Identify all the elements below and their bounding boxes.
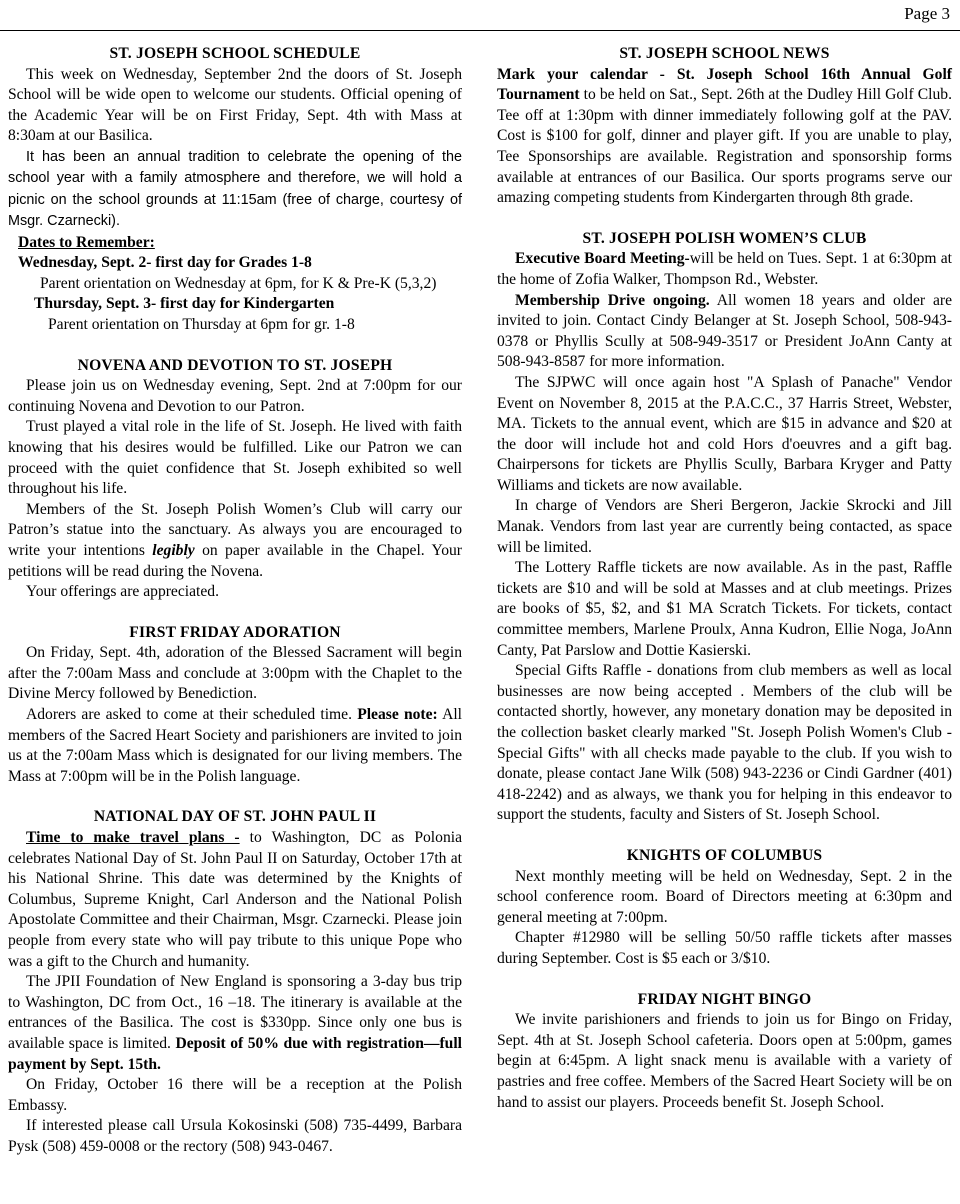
page-header [0,0,960,31]
knights-paragraph: Next monthly meeting will be held on Wednesday, Sept. 2 in the school conference room. Board of Directors meeting at 6:30pm and general meeting at 7:00pm. [497,867,952,926]
left-column [8,44,462,1158]
date-text: Parent orientation on Wednesday at 6pm, for K & Pre-K (5,3,2) [40,274,437,292]
knights-paragraph: Chapter #12980 will be selling 50/50 raffle tickets after masses during September. Cost is $5 each or 3/$10. [497,929,952,967]
womens-club-paragraph: Special Gifts Raffle - donations from club members as well as local businesses are now being accepted . Members of the club will be contacted shortly, however, any monetary donation may be deposited in the collection basket clearly marked "St. Joseph Polish Women's Club - Special Gifts" with all checks made payable to the club. If you wish to donate, please contact Jane Wilk (508) 943-2236 or Cindi Gardner (401) 418-2242) and as always, we thank you for helping in this endeavor to support the students, faculty and Sisters of St. Joseph School. [497,662,952,824]
page-number: Page 3 [904,4,950,23]
spacer [8,787,462,807]
jpii-section [8,807,462,1157]
womens-club-lead: Executive Board Meeting- [515,250,690,268]
date-text: Parent orientation on Thursday at 6pm for gr. 1-8 [48,315,355,333]
novena-paragraph [8,500,462,582]
school-schedule-paragraph: This week on Wednesday, September 2nd the doors of St. Joseph School will be wide open to welcome our students. Official opening of the Academic Year will be on First Friday, Sept. 4th with Mass at 8:30am at our Basilica. [8,65,462,145]
school-schedule-paragraph: It has been an annual tradition to celebrate the opening of the school year with a family atmosphere and therefore, we will hold a picnic on the school grounds at 11:15am (free of charge, courtesy of Msgr. Czarnecki). [8,148,462,230]
jpii-paragraph: On Friday, October 16 there will be a reception at the Polish Embassy. [8,1076,462,1114]
novena-title: NOVENA AND DEVOTION TO ST. JOSEPH [77,356,393,374]
jpii-text: The JPII Foundation of New England is sponsoring a 3-day bus trip to Washington, DC from Oct., 16 –18. The itinerary is available at the entrances of the Basilica. The cost is $330pp. Since only one bus is available space is limited. [8,973,462,1052]
novena-section [8,356,462,603]
dates-heading: Dates to Remember: [18,233,155,251]
spacer [497,826,952,846]
bingo-section [497,990,952,1114]
womens-club-paragraph: The Lottery Raffle tickets are now available. As in the past, Raffle tickets are $10 and will be sold at Masses and at club meetings. Prizes are books of $5, $2, and $1 MA Scratch Tickets. For tickets, contact committee members, Marlene Proulx, Anna Kudron, Ellie Noga, JoAnn Canty, Pat Parslow and Dottie Kasierski. [497,559,952,659]
jpii-paragraph [8,828,462,972]
womens-club-title: ST. JOSEPH POLISH WOMEN’S CLUB [582,229,867,247]
womens-club-paragraph [497,291,952,373]
date-heading: Wednesday, Sept. 2- first day for Grades 1-8 [18,254,312,272]
spacer [8,603,462,623]
adoration-note-label: Please note: [357,706,438,724]
knights-section [497,846,952,970]
school-news-paragraph [497,65,952,209]
adoration-section [8,623,462,788]
adoration-paragraph: On Friday, Sept. 4th, adoration of the Blessed Sacrament will begin after the 7:00am Mass and conclude at 3:00pm with the Chaplet to the Divine Mercy followed by Benediction. [8,644,462,703]
novena-text: on paper available in the Chapel. Your petitions will be read during the Novena. [8,541,462,580]
womens-club-paragraph: In charge of Vendors are Sheri Bergeron, Jackie Skrocki and Jill Manak. Vendors from last year are currently being contacted, as space will be limited. [497,497,952,556]
adoration-text: All members of the Sacred Heart Society and parishioners are invited to join us at the 7:00am Mass which is designated for our living members. The Mass at 7:00pm will be in the Polish language. [8,706,462,785]
novena-paragraph: Trust played a vital role in the life of St. Joseph. He lived with faith knowing that his desires would be fulfilled. Like our Patron we can proceed with the quiet confidence that St. Joseph exhibited so well throughout his life. [8,418,462,498]
right-column [497,44,952,1113]
jpii-deposit-note: Deposit of 50% due with registration—full payment by Sept. 15th. [8,1034,462,1073]
adoration-paragraph [8,705,462,787]
jpii-text: to Washington, DC as Polonia celebrates National Day of St. John Paul II on Saturday, October 17th at his National Shrine. This date was determined by the Knights of Columbus, Supreme Knight, Carl Anderson and the National Polish Apostolate Committee and their Chairman, Msgr. Czarnecki. Please join people from every state who will pay tribute to this unique Pope who was a gift to the Church and humanity. [8,829,462,970]
date-heading: Thursday, Sept. 3- first day for Kindergarten [34,295,335,313]
jpii-lead: Time to make travel plans - [26,829,240,847]
womens-club-lead: Membership Drive ongoing. [515,291,710,309]
spacer [497,209,952,229]
womens-club-paragraph: The SJPWC will once again host "A Splash of Panache" Vendor Event on November 8, 2015 at the P.A.C.C., 37 Harris Street, Webster, MA. Tickets to the annual event, which are $15 in advance and $20 at the door will include hot and cold Hors d'oeuvres and a gift bag. Chairpersons for tickets are Phyllis Scully, Barbara Kryger and Patty Williams and tickets are now available. [497,373,952,494]
knights-title: KNIGHTS OF COLUMBUS [626,846,823,864]
novena-emphasis: legibly [152,541,195,559]
spacer [497,970,952,990]
bingo-paragraph: We invite parishioners and friends to join us for Bingo on Friday, Sept. 4th at St. Joseph School cafeteria. Doors open at 5:00pm, games begin at 6:45pm. A light snack menu is available with a variety of pastries and free coffee. Members of the Sacred Heart Society will be on hand to assist our players. Proceeds benefit St. Joseph School. [497,1011,952,1111]
bingo-title: FRIDAY NIGHT BINGO [637,990,812,1008]
school-news-lead: Mark your calendar - St. Joseph School 16th Annual Golf Tournament [497,65,952,104]
school-schedule-section [8,44,462,336]
school-news-section [497,44,952,209]
school-news-title: ST. JOSEPH SCHOOL NEWS [619,45,830,62]
school-news-text: to be held on Sat., Sept. 26th at the Dudley Hill Golf Club. Tee off at 1:30pm with dinner immediately following golf at the PAV. Cost is $100 for golf, dinner and player gift. If you are unable to play, Tee Sponsorships are available. Registration and sponsorship forms available at entrances of our Basilica. Our sports programs serve our amazing competing students from Kindergarten through 8th grade. [497,86,952,207]
school-schedule-title: ST. JOSEPH SCHOOL SCHEDULE [109,45,361,62]
novena-paragraph: Please join us on Wednesday evening, Sept. 2nd at 7:00pm for our continuing Novena and Devotion to our Patron. [8,377,462,415]
novena-text: Members of the St. Joseph Polish Women’s Club will carry our Patron’s statue into the sanctuary. As always you are encouraged to write your intentions [8,500,462,559]
jpii-title: NATIONAL DAY OF ST. JOHN PAUL II [93,808,377,826]
adoration-title: FIRST FRIDAY ADORATION [129,623,341,641]
womens-club-text: All women 18 years and older are invited to join. Contact Cindy Belanger at St. Joseph School, 508-943-0378 or Phyllis Scully at 508-949-3517 or President JoAnn Canty at 508-943-8587 for more information. [497,291,952,371]
womens-club-section [497,229,952,826]
novena-paragraph: Your offerings are appreciated. [26,583,219,601]
adoration-text: Adorers are asked to come at their scheduled time. [26,706,358,724]
spacer [8,336,462,356]
jpii-paragraph: If interested please call Ursula Kokosinski (508) 735-4499, Barbara Pysk (508) 459-0008 or the rectory (508) 943-0467. [8,1117,462,1155]
womens-club-paragraph [497,249,952,290]
jpii-paragraph [8,972,462,1075]
womens-club-text: will be held on Tues. Sept. 1 at 6:30pm at the home of Zofia Walker, Thompson Rd., Webster. [497,250,952,288]
